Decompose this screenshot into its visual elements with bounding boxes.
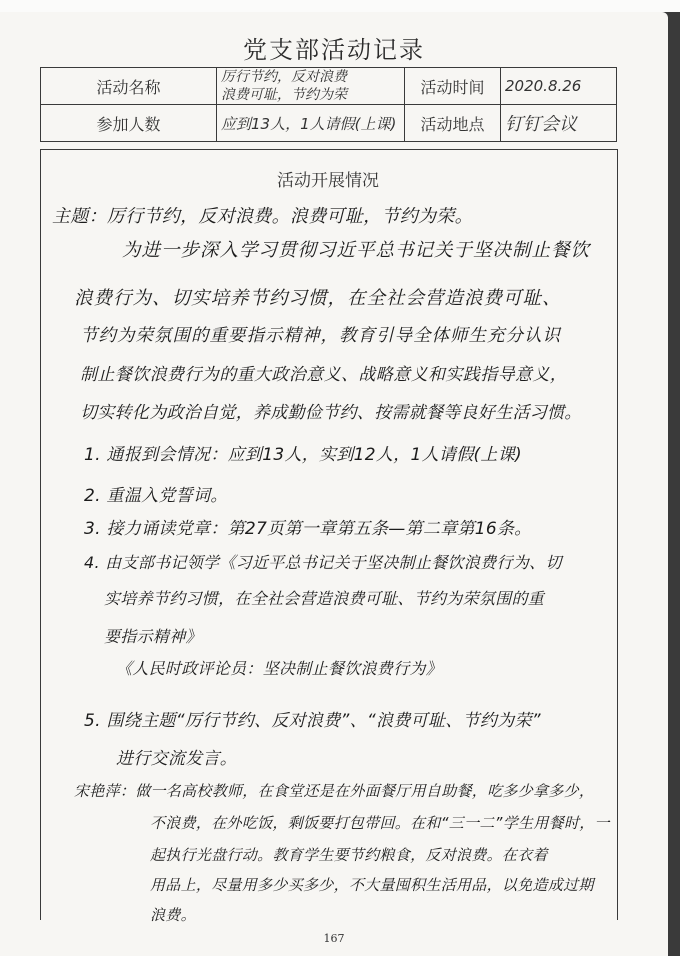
- agenda-item: 2. 重温入党誓词。: [84, 486, 228, 506]
- table-row: [41, 68, 617, 105]
- activity-time-value: 2020.8.26: [501, 68, 617, 105]
- section-heading: 活动开展情况: [277, 171, 379, 191]
- table-row: [41, 105, 617, 142]
- activity-name-line-2: 浪费可耻，节约为荣: [221, 87, 347, 103]
- agenda-item: 1. 通报到会情况：应到13人，实到12人，1人请假(上课): [84, 445, 522, 465]
- activity-time-label: 活动时间: [405, 68, 501, 105]
- activity-name-line-1: 厉行节约，反对浪费: [221, 69, 347, 85]
- page-number: 167: [323, 932, 345, 945]
- agenda-item-continued: 实培养节约习惯，在全社会营造浪费可耻、节约为荣氛围的重: [104, 589, 545, 608]
- speech-line: 宋艳萍：做一名高校教师，在食堂还是在外面餐厅用自助餐，吃多少拿多少，: [74, 782, 595, 800]
- intro-line: 制止餐饮浪费行为的重大政治意义、战略意义和实践指导意义，: [80, 365, 568, 385]
- participants-value: 应到13人，1人请假(上课): [217, 105, 405, 142]
- intro-line: 节约为荣氛围的重要指示精神，教育引导全体师生充分认识: [80, 326, 561, 346]
- activity-name-label: 活动名称: [41, 68, 217, 105]
- speech-line: 不浪费，在外吃饭，剩饭要打包带回。在和“三一二”学生用餐时，一: [150, 814, 610, 832]
- page-title: 党支部活动记录: [243, 36, 425, 64]
- participants-label: 参加人数: [41, 105, 217, 142]
- agenda-item: 5. 围绕主题“厉行节约、反对浪费”、“浪费可耻、节约为荣”: [84, 711, 541, 731]
- agenda-item-continued: 要指示精神》: [104, 627, 202, 646]
- agenda-item-continued: 《人民时政评论员：坚决制止餐饮浪费行为》: [116, 659, 443, 678]
- location-value: 钉钉会议: [501, 105, 617, 142]
- agenda-item-continued: 进行交流发言。: [116, 749, 238, 769]
- scan-top-edge: [0, 0, 680, 12]
- location-label: 活动地点: [405, 105, 501, 142]
- intro-line: 切实转化为政治自觉，养成勤俭节约、按需就餐等良好生活习惯。: [80, 403, 582, 423]
- activity-info-table: [40, 67, 617, 142]
- theme-line: 主题：厉行节约，反对浪费。浪费可耻，节约为荣。: [52, 206, 473, 227]
- agenda-item: 4. 由支部书记领学《习近平总书记关于坚决制止餐饮浪费行为、切: [84, 553, 562, 572]
- speech-line: 浪费。: [150, 906, 196, 924]
- agenda-item: 3. 接力诵读党章：第27页第一章第五条—第二章第16条。: [84, 519, 532, 539]
- speech-line: 用品上，尽量用多少买多少，不大量囤积生活用品，以免造成过期: [150, 876, 594, 894]
- activity-name-value: [217, 68, 405, 105]
- speech-line: 起执行光盘行动。教育学生要节约粮食，反对浪费。在衣着: [150, 846, 548, 864]
- intro-line: 为进一步深入学习贯彻习近平总书记关于坚决制止餐饮: [122, 240, 591, 261]
- intro-line: 浪费行为、切实培养节约习惯，在全社会营造浪费可耻、: [74, 288, 562, 309]
